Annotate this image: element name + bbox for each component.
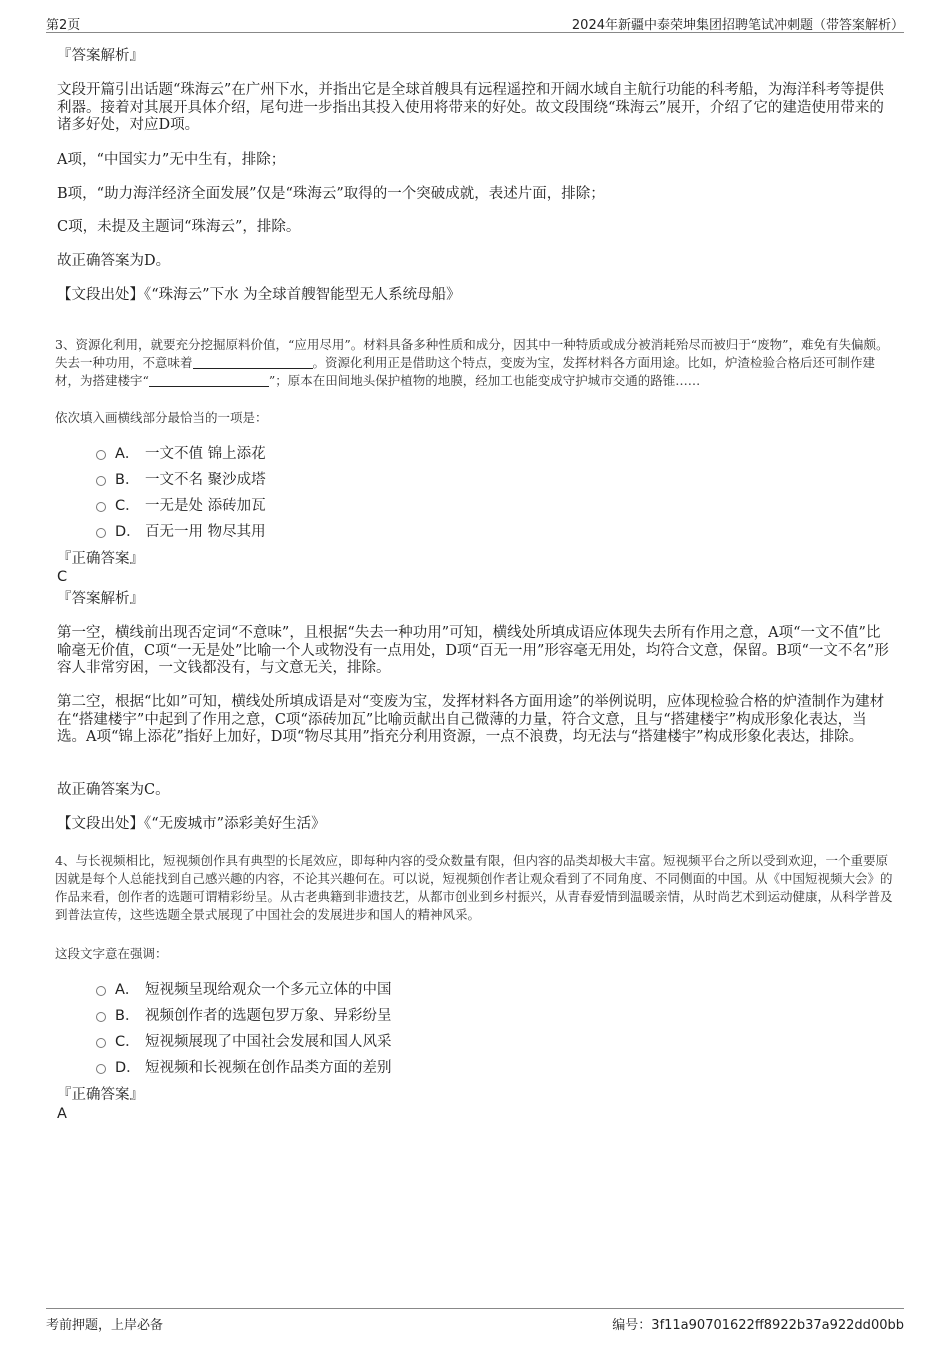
q3-answer: 故正确答案为C。 (57, 782, 170, 798)
q3-correct-answer: C (57, 569, 68, 585)
q3-analysis-p1: 第一空，横线前出现否定词“不意味”，且根据“失去一种功用”可知，横线处所填成语应体现失去所有作用之意，A项“一文不值”比喻毫无价值，C项“一无是处”比喻一个人或物没有一点用处，D项“百无一用”形容毫无用处，均符合文意，保留。B项“一文不名”形容人非常穷困，一文钱都没有，与文意无关，排除。 (57, 625, 889, 676)
q2-analysis-c: C项，未提及主题词“珠海云”，排除。 (57, 219, 301, 235)
q4-option-a[interactable] (96, 981, 392, 999)
q3-stem-part2: 。资源化利用正是借助这个特点，变废为宝，发挥材料各方面用途。比如，炉渣检验合格后还可制作建材，为搭建楼宇“ (55, 355, 876, 388)
radio-icon[interactable] (96, 502, 106, 512)
q4-option-b[interactable] (96, 1007, 392, 1025)
q4-prompt: 这段文字意在强调： (55, 946, 168, 961)
q3-stem-part1: 3、资源化利用，就要充分挖掘原料价值，“应用尽用”。材料具备多种性质和成分，因其中一种特质或成分被消耗殆尽而被归于“废物”，难免有失偏颇。失去一种功用，不意味着 (55, 337, 889, 370)
option-key: A． (115, 982, 140, 998)
option-text: 百无一用 物尽其用 (145, 524, 266, 540)
option-text: 一无是处 添砖加瓦 (145, 498, 266, 514)
document-title: 2024年新疆中泰荣坤集团招聘笔试冲刺题（带答案解析） (571, 18, 904, 33)
q2-analysis-b: B项，“助力海洋经济全面发展”仅是“珠海云”取得的一个突破成就，表述片面，排除； (57, 186, 605, 202)
q4-correct-answer: A (57, 1106, 67, 1122)
radio-icon[interactable] (96, 528, 106, 538)
q3-prompt: 依次填入画横线部分最恰当的一项是： (55, 410, 268, 425)
q3-analysis-p2: 第二空，根据“比如”可知，横线处所填成语是对“变废为宝，发挥材料各方面用途”的举例说明，应体现检验合格的炉渣制作为建材在“搭建楼宇”中起到了作用之意，C项“添砖加瓦”比喻贡献出自己微薄的力量，符合文意，且与“搭建楼宇”构成形象化表达，当选。A项“锦上添花”指好上加好，D项“物尽其用”指充分利用资源，一点不浪费，均无法与“搭建楼宇”构成形象化表达，排除。 (57, 694, 885, 745)
option-key: A． (115, 446, 140, 462)
option-key: D． (115, 1060, 141, 1076)
radio-icon[interactable] (96, 476, 106, 486)
q3-option-d[interactable] (96, 523, 266, 541)
q2-analysis-a: A项，“中国实力”无中生有，排除； (57, 152, 286, 168)
q3-option-a[interactable] (96, 445, 266, 463)
q3-analysis-label: 『答案解析』 (57, 591, 144, 607)
q3-stem-part3: ”；原本在田间地头保护植物的地膜，经加工也能变成守护城市交通的路锥…… (268, 373, 701, 388)
page-number: 第2页 (46, 18, 81, 33)
document-id: 编号：3f11a90701622ff8922b37a922dd00bb (612, 1318, 904, 1333)
option-text: 一文不名 聚沙成塔 (145, 472, 266, 488)
q4-correct-label: 『正确答案』 (57, 1087, 144, 1103)
page-header (46, 12, 904, 33)
option-key: B． (115, 472, 140, 488)
q3-stem (55, 336, 895, 390)
footer-slogan: 考前押题，上岸必备 (46, 1318, 164, 1333)
q4-option-c[interactable] (96, 1033, 392, 1051)
option-text: 视频创作者的选题包罗万象、异彩纷呈 (145, 1008, 392, 1024)
q2-analysis-p1: 文段开篇引出话题“珠海云”在广州下水，并指出它是全球首艘具有远程遥控和开阔水域自主航行功能的科考船，为海洋科考等提供利器。接着对其展开具体介绍，尾句进一步指出其投入使用将带来的好处。故文段围绕“珠海云”展开，介绍了它的建造使用带来的诸多好处，对应D项。 (57, 82, 884, 133)
q3-source: 【文段出处】《“无废城市”添彩美好生活》 (57, 816, 326, 832)
option-key: C． (115, 1034, 140, 1050)
q3-blank-2 (149, 374, 269, 387)
option-key: B． (115, 1008, 140, 1024)
option-key: D． (115, 524, 141, 540)
q2-answer: 故正确答案为D。 (57, 253, 171, 269)
radio-icon[interactable] (96, 986, 106, 996)
radio-icon[interactable] (96, 1012, 106, 1022)
option-text: 短视频呈现给观众一个多元立体的中国 (145, 982, 392, 998)
q3-option-b[interactable] (96, 471, 266, 489)
q3-correct-label: 『正确答案』 (57, 551, 144, 567)
q2-analysis-label: 『答案解析』 (57, 48, 144, 64)
option-text: 短视频和长视频在创作品类方面的差别 (145, 1060, 392, 1076)
radio-icon[interactable] (96, 1038, 106, 1048)
radio-icon[interactable] (96, 1064, 106, 1074)
option-key: C． (115, 498, 140, 514)
q4-stem: 4、与长视频相比，短视频创作具有典型的长尾效应，即每种内容的受众数量有限，但内容的品类却极大丰富。短视频平台之所以受到欢迎，一个重要原因就是每个人总能找到自己感兴趣的内容，不论其兴趣何在。可以说，短视频创作者让观众看到了不同角度、不同侧面的中国。从《中国短视频大会》的作品来看，创作者的选题可谓精彩纷呈。从古老典籍到非遗技艺，从都市创业到乡村振兴，从青春爱情到温暖亲情，从时尚艺术到运动健康，从科学普及到普法宣传，这些选题全景式展现了中国社会的发展进步和国人的精神风采。 (55, 853, 893, 922)
option-text: 一文不值 锦上添花 (145, 446, 266, 462)
page-footer (46, 1308, 904, 1333)
q3-blank-1 (193, 356, 313, 369)
q4-option-d[interactable] (96, 1059, 392, 1077)
q2-source: 【文段出处】《“珠海云”下水 为全球首艘智能型无人系统母船》 (57, 287, 461, 303)
radio-icon[interactable] (96, 450, 106, 460)
option-text: 短视频展现了中国社会发展和国人风采 (145, 1034, 392, 1050)
q3-option-c[interactable] (96, 497, 266, 515)
